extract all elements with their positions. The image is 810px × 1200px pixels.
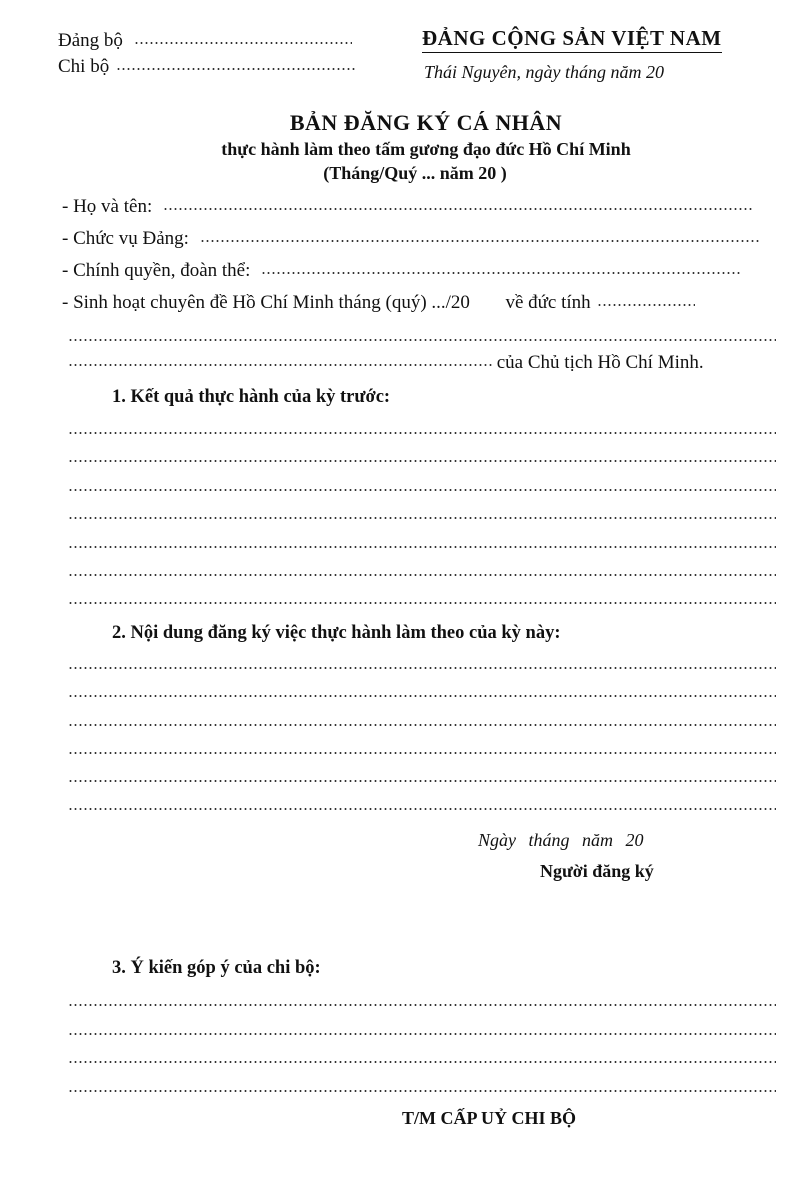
chi-bo-line	[58, 56, 356, 78]
committee-label: T/M CẤP UỶ CHI BỘ	[402, 1108, 577, 1128]
dang-bo-dots	[134, 42, 352, 44]
section-2-line	[68, 724, 776, 726]
section-2-line	[68, 752, 776, 754]
chinh-quyen-dots	[261, 272, 741, 274]
ho-ten-dots	[163, 208, 753, 210]
section-3-line	[68, 1090, 776, 1092]
sinh-hoat-field	[62, 292, 695, 314]
section-1-line	[68, 517, 776, 519]
dang-bo-label: Đảng bộ	[58, 30, 123, 51]
section-1-line	[68, 574, 776, 576]
chinh-quyen-field	[62, 260, 741, 282]
dang-bo-line	[58, 30, 352, 52]
sinh-hoat-label: - Sinh hoạt chuyên đề Hồ Chí Minh tháng (quý) .../20	[62, 292, 470, 313]
section-2-line	[68, 695, 776, 697]
period-line: (Tháng/Quý ... năm 20 )	[323, 163, 507, 183]
page-subtitle: thực hành làm theo tấm gương đạo đức Hồ Chí Minh	[221, 139, 631, 159]
section-2-line	[68, 780, 776, 782]
chi-bo-dots	[116, 68, 356, 70]
section-2-heading: 2. Nội dung đăng ký việc thực hành làm theo của kỳ này:	[112, 623, 561, 643]
chinh-quyen-label: - Chính quyền, đoàn thể:	[62, 260, 251, 281]
party-name: ĐẢNG CỘNG SẢN VIỆT NAM	[422, 26, 722, 53]
ho-ten-label: - Họ và tên:	[62, 196, 153, 217]
section-1-line	[68, 489, 776, 491]
chuc-vu-label: - Chức vụ Đảng:	[62, 228, 189, 249]
ho-ten-field	[62, 196, 753, 218]
section-3-line	[68, 1004, 776, 1006]
section-1-heading: 1. Kết quả thực hành của kỳ trước:	[112, 387, 391, 407]
signature-date-line: Ngày tháng năm 20	[478, 830, 644, 850]
cua-chu-tich-line	[68, 352, 704, 374]
sinh-hoat-continuation-line	[68, 339, 776, 341]
section-1-line	[68, 432, 776, 434]
ve-duc-tinh-dots	[597, 304, 695, 306]
section-1-line	[68, 546, 776, 548]
place-date: Thái Nguyên, ngày tháng năm 20	[424, 62, 664, 82]
section-3-line	[68, 1033, 776, 1035]
section-1-line	[68, 460, 776, 462]
section-3-heading: 3. Ý kiến góp ý của chi bộ:	[112, 958, 321, 978]
section-2-line	[68, 667, 776, 669]
section-1-line	[68, 602, 776, 604]
chuc-vu-field	[62, 228, 760, 250]
section-2-line	[68, 808, 776, 810]
cua-chu-tich-dots	[68, 364, 492, 366]
registrant-label: Người đăng ký	[540, 861, 654, 881]
chuc-vu-dots	[200, 240, 760, 242]
ve-duc-tinh-label: về đức tính	[505, 292, 591, 313]
page-title: BẢN ĐĂNG KÝ CÁ NHÂN	[289, 110, 563, 135]
chi-bo-label: Chi bộ	[58, 56, 110, 77]
cua-chu-tich-label: của Chủ tịch Hồ Chí Minh.	[496, 352, 704, 373]
section-3-line	[68, 1061, 776, 1063]
